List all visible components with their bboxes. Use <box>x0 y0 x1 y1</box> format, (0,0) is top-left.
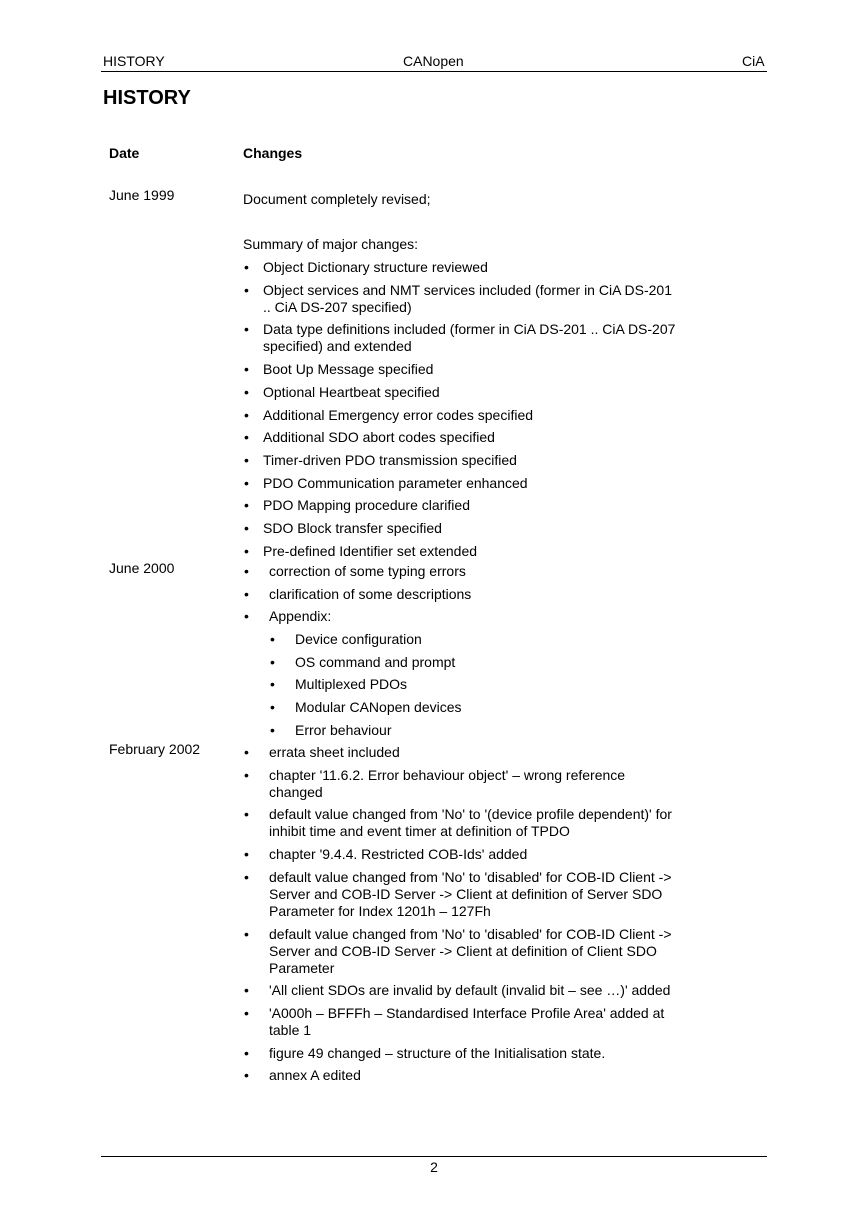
list-item-text: figure 49 changed – structure of the Initialisation state. <box>269 1044 606 1061</box>
list-item-text: default value changed from 'No' to 'disabled' for COB-ID Client -> <box>269 868 672 885</box>
header-rule <box>101 71 767 72</box>
bullet-icon: • <box>244 406 249 423</box>
list-item-text: Server and COB-ID Server -> Client at definition of Client SDO <box>269 942 657 959</box>
list-item-text: default value changed from 'No' to 'disabled' for COB-ID Client -> <box>269 925 672 942</box>
entry-date-june-2000: June 2000 <box>109 560 175 576</box>
list-item-text: Additional SDO abort codes specified <box>263 429 495 446</box>
list-item-text: annex A edited <box>269 1067 361 1084</box>
bullet-icon: • <box>244 497 249 514</box>
header-left: HISTORY <box>103 53 165 69</box>
bullet-icon: • <box>244 1004 249 1021</box>
bullet-icon: • <box>244 806 249 823</box>
page-title: HISTORY <box>103 87 191 109</box>
list-item-text: PDO Mapping procedure clarified <box>263 497 470 514</box>
entry-intro: Document completely revised; <box>243 191 431 207</box>
bullet-icon: • <box>244 868 249 885</box>
sub-list-item-text: Error behaviour <box>295 721 392 738</box>
list-item-text: chapter '9.4.4. Restricted COB-Ids' added <box>269 846 528 863</box>
list-item-text: Parameter <box>269 959 335 976</box>
list-item-text: Parameter for Index 1201h – 127Fh <box>269 902 491 919</box>
bullet-icon: • <box>244 321 249 338</box>
page-number: 2 <box>430 1159 438 1175</box>
sub-list-item-text: Modular CANopen devices <box>295 699 462 716</box>
list-item-text: Optional Heartbeat specified <box>263 383 440 400</box>
entry-date-june-1999: June 1999 <box>109 187 175 203</box>
bullet-icon: • <box>244 281 249 298</box>
bullet-icon: • <box>244 520 249 536</box>
bullet-icon: • <box>244 766 249 783</box>
list-item-text: Data type definitions included (former in CiA DS-201 .. CiA DS-207 <box>263 321 676 338</box>
list-item-text: Pre-defined Identifier set extended <box>263 542 478 559</box>
column-head-date: Date <box>109 145 140 161</box>
list-item-text: specified) and extended <box>263 338 412 355</box>
bullet-icon: • <box>244 429 249 446</box>
list-item-text: 'A000h – BFFFh – Standardised Interface Profile Area' added at <box>269 1004 665 1021</box>
sub-list-item-text: Device configuration <box>295 631 422 647</box>
bullet-icon: • <box>244 846 249 863</box>
bullet-icon: • <box>244 1044 249 1061</box>
bullet-icon: • <box>244 563 249 579</box>
list-item-text: Timer-driven PDO transmission specified <box>263 451 517 468</box>
list-item-text: clarification of some descriptions <box>269 585 472 602</box>
list-item-text: inhibit time and event timer at definition of TPDO <box>269 823 570 840</box>
header-right: CiA <box>742 53 765 69</box>
footer-rule <box>101 1156 767 1157</box>
list-item-text: Appendix: <box>269 608 332 625</box>
bullet-icon: • <box>244 608 249 625</box>
bullet-icon: • <box>244 361 249 378</box>
sub-bullet-icon: • <box>270 699 275 716</box>
sub-list-item-text: OS command and prompt <box>295 653 456 670</box>
list-item-text: chapter '11.6.2. Error behaviour object' – wrong reference <box>269 766 626 783</box>
list-item-text: 'All client SDOs are invalid by default (invalid bit – see …)' added <box>269 982 671 999</box>
list-item-text: Object services and NMT services included (former in CiA DS-201 <box>263 281 673 298</box>
bullet-icon: • <box>244 451 249 468</box>
entry-date-february-2002: February 2002 <box>109 741 201 757</box>
list-item-text: .. CiA DS-207 specified) <box>263 298 412 315</box>
list-item-text: Additional Emergency error codes specified <box>263 406 534 423</box>
list-item-text: Object Dictionary structure reviewed <box>263 259 488 275</box>
sub-list-item-text: Multiplexed PDOs <box>295 676 408 693</box>
list-item-text: correction of some typing errors <box>269 563 466 579</box>
entry-summary: Summary of major changes: <box>243 236 419 252</box>
list-item-text: SDO Block transfer specified <box>263 520 442 536</box>
list-item-text: table 1 <box>269 1021 312 1038</box>
list-item-text: Server and COB-ID Server -> Client at definition of Server SDO <box>269 885 663 902</box>
bullet-icon: • <box>244 982 249 999</box>
bullet-icon: • <box>244 925 249 942</box>
bullet-icon: • <box>244 383 249 400</box>
sub-bullet-icon: • <box>270 676 275 693</box>
sub-bullet-icon: • <box>270 721 275 738</box>
bullet-icon: • <box>244 1067 249 1084</box>
bullet-icon: • <box>244 744 249 760</box>
list-item-text: Boot Up Message specified <box>263 361 434 378</box>
sub-bullet-icon: • <box>270 653 275 670</box>
list-item-text: changed <box>269 783 323 800</box>
bullet-icon: • <box>244 585 249 602</box>
column-head-changes: Changes <box>243 145 303 161</box>
sub-bullet-icon: • <box>270 631 275 647</box>
header-center: CANopen <box>403 53 464 69</box>
list-item-text: default value changed from 'No' to '(device profile dependent)' for <box>269 806 672 823</box>
bullet-icon: • <box>244 474 249 491</box>
list-item-text: PDO Communication parameter enhanced <box>263 474 528 491</box>
list-item-text: errata sheet included <box>269 744 400 760</box>
bullet-icon: • <box>244 542 249 559</box>
bullet-icon: • <box>244 259 249 275</box>
